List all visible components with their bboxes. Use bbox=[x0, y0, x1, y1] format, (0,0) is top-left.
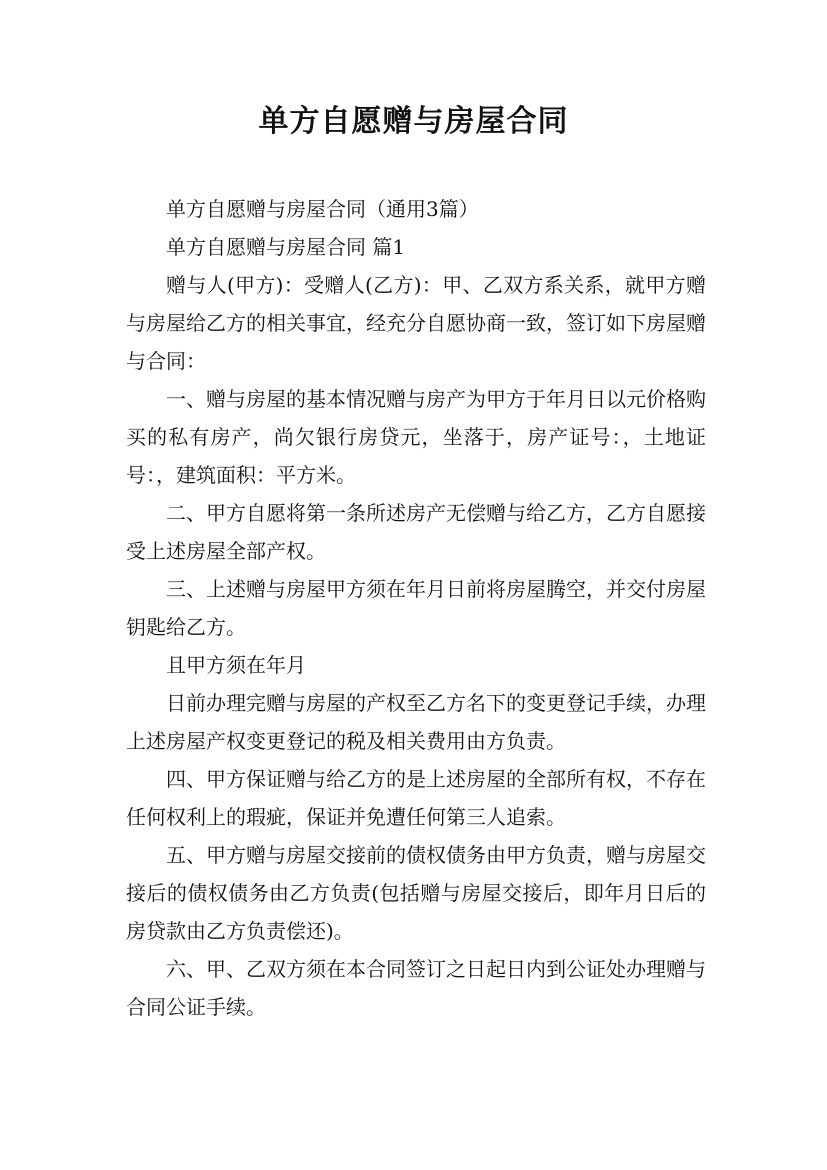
paragraph-clause-3: 三、上述赠与房屋甲方须在年月日前将房屋腾空，并交付房屋钥匙给乙方。 bbox=[126, 577, 706, 639]
document-body bbox=[126, 190, 706, 1026]
paragraph-parties: 赠与人(甲方)：受赠人(乙方)：甲、乙双方系关系，就甲方赠与房屋给乙方的相关事宜，经充分自愿协商一致，签订如下房屋赠与合同： bbox=[126, 273, 706, 373]
paragraph-clause-6: 六、甲、乙双方须在本合同签订之日起日内到公证处办理赠与合同公证手续。 bbox=[126, 957, 706, 1019]
paragraph-clause-2: 二、甲方自愿将第一条所述房产无偿赠与给乙方，乙方自愿接受上述房屋全部产权。 bbox=[126, 501, 706, 563]
paragraph-clause-4: 四、甲方保证赠与给乙方的是上述房屋的全部所有权，不存在任何权利上的瑕疵，保证并免遭任何第三人追索。 bbox=[126, 767, 706, 829]
document-title: 单方自愿赠与房屋合同 bbox=[258, 104, 569, 139]
paragraph-chapter-heading: 单方自愿赠与房屋合同 篇1 bbox=[166, 235, 406, 259]
paragraph-clause-1: 一、赠与房屋的基本情况赠与房产为甲方于年月日以元价格购买的私有房产，尚欠银行房贷元，坐落于，房产证号：，土地证号：，建筑面积：平方米。 bbox=[126, 387, 706, 487]
paragraph-clause-3-cont-b: 日前办理完赠与房屋的产权至乙方名下的变更登记手续，办理上述房屋产权变更登记的税及相关费用由方负责。 bbox=[126, 691, 706, 753]
paragraph-clause-5: 五、甲方赠与房屋交接前的债权债务由甲方负责，赠与房屋交接后的债权债务由乙方负责(包括赠与房屋交接后，即年月日后的房贷款由乙方负责偿还)。 bbox=[126, 843, 706, 943]
paragraph-subtitle: 单方自愿赠与房屋合同（通用3篇） bbox=[166, 197, 479, 221]
paragraph-clause-3-cont-a: 且甲方须在年月 bbox=[166, 653, 306, 677]
